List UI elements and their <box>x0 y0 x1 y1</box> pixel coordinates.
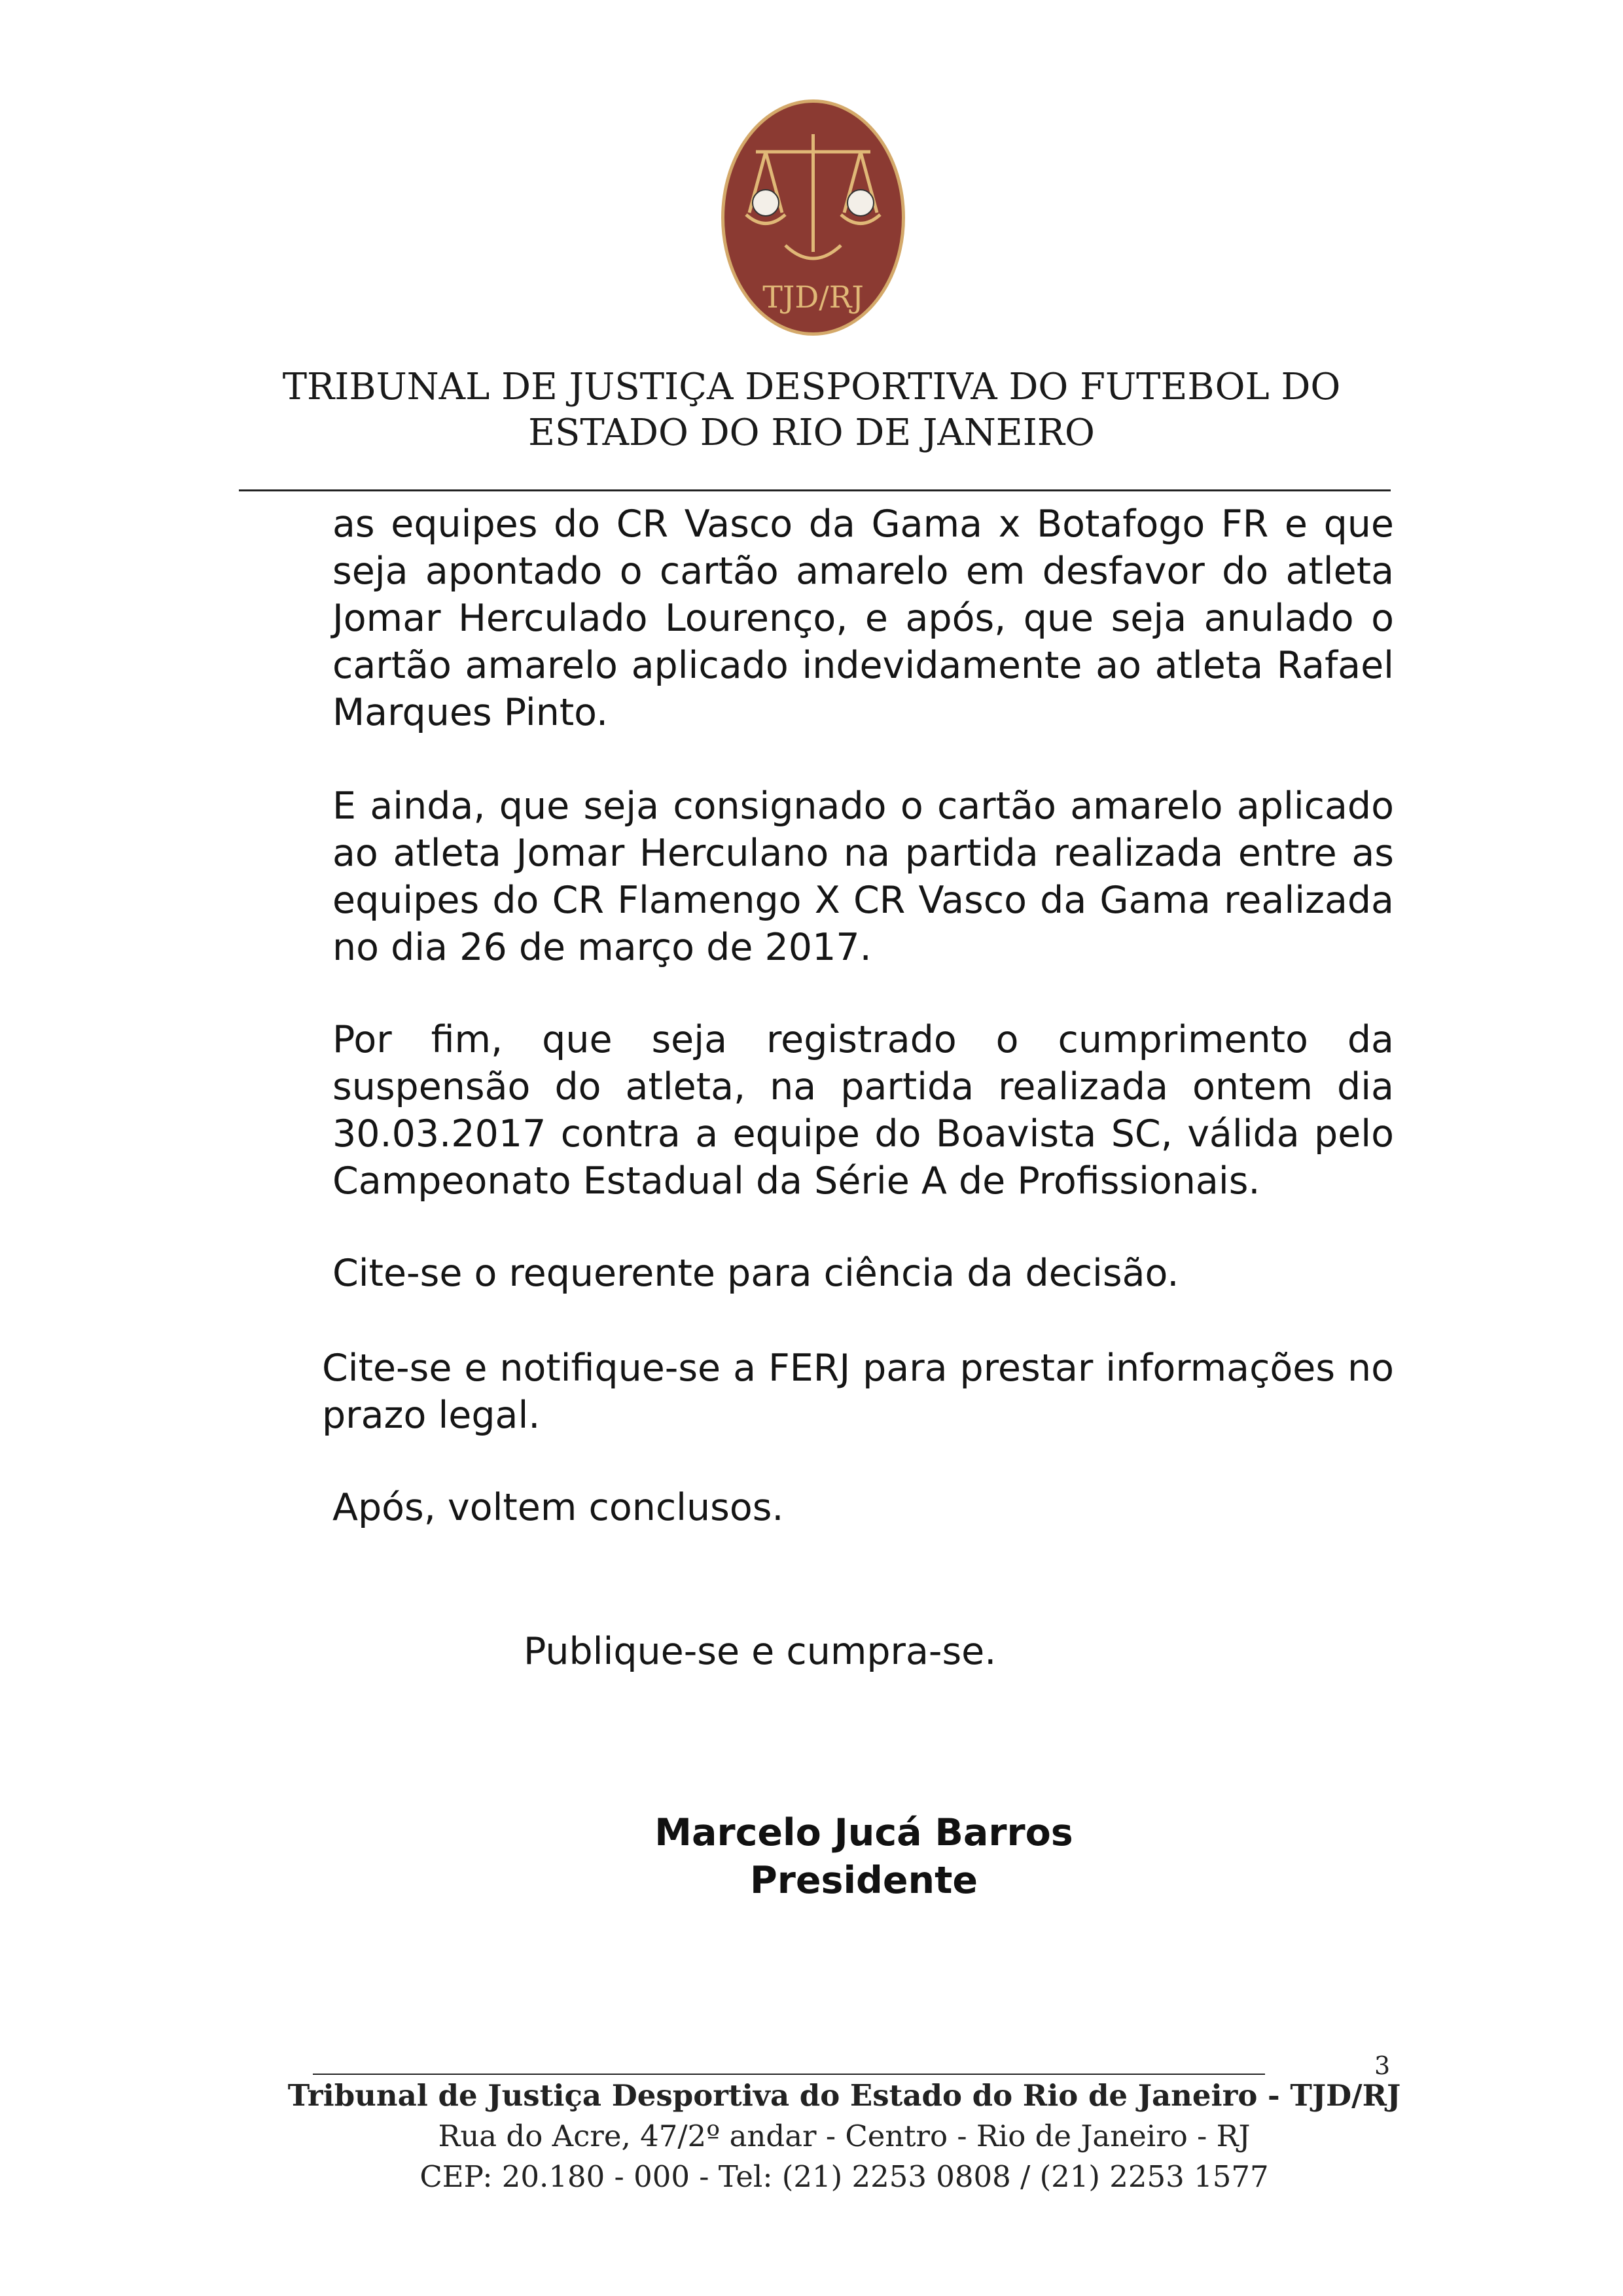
tjd-rj-seal-logo <box>720 98 906 337</box>
football-icon-left <box>753 190 779 216</box>
signatory-title: Presidente <box>750 1859 978 1902</box>
header-line-1: TRIBUNAL DE JUSTIÇA DESPORTIVA DO FUTEBOL DO <box>282 366 1341 408</box>
footer-divider <box>313 2074 1265 2075</box>
seal-text: TJD/RJ <box>762 279 864 315</box>
paragraph-6: Após, voltem conclusos. <box>332 1486 784 1529</box>
signatory-name: Marcelo Jucá Barros <box>654 1811 1073 1854</box>
paragraph-5: Cite-se e notifique-se a FERJ para prestar informações no prazo legal. <box>322 1347 1394 1437</box>
page-number: 3 <box>1374 2051 1391 2080</box>
closing-formula: Publique-se e cumpra-se. <box>524 1630 997 1673</box>
footer-address: Rua do Acre, 47/2º andar - Centro - Rio de Janeiro - RJ <box>438 2119 1251 2153</box>
paragraph-3: Por fim, que seja registrado o cumprimento da suspensão do atleta, na partida realizada ontem dia 30.03.2017 contra a equipe do Boavista SC, válida pelo Campeonato Estadual da Série A de Profissionais. <box>332 1018 1394 1203</box>
paragraph-1: as equipes do CR Vasco da Gama x Botafogo FR e que seja apontado o cartão amarelo em desfavor do atleta Jomar Herculado Lourenço, e após, que seja anulado o cartão amarelo aplicado indevidamente ao atleta Rafael Marques Pinto. <box>332 503 1394 734</box>
paragraph-4: Cite-se o requerente para ciência da decisão. <box>332 1252 1179 1295</box>
header-line-2: ESTADO DO RIO DE JANEIRO <box>528 412 1095 454</box>
footer-institution: Tribunal de Justiça Desportiva do Estado do Rio de Janeiro - TJD/RJ <box>287 2078 1401 2113</box>
header-divider <box>239 489 1391 491</box>
football-icon-right <box>847 190 874 216</box>
paragraph-2: E ainda, que seja consignado o cartão amarelo aplicado ao atleta Jomar Herculano na partida realizada entre as equipes do CR Flamengo X CR Vasco da Gama realizada no dia 26 de março de 2017. <box>332 785 1394 969</box>
footer-contact: CEP: 20.180 - 000 - Tel: (21) 2253 0808 / (21) 2253 1577 <box>419 2159 1269 2194</box>
